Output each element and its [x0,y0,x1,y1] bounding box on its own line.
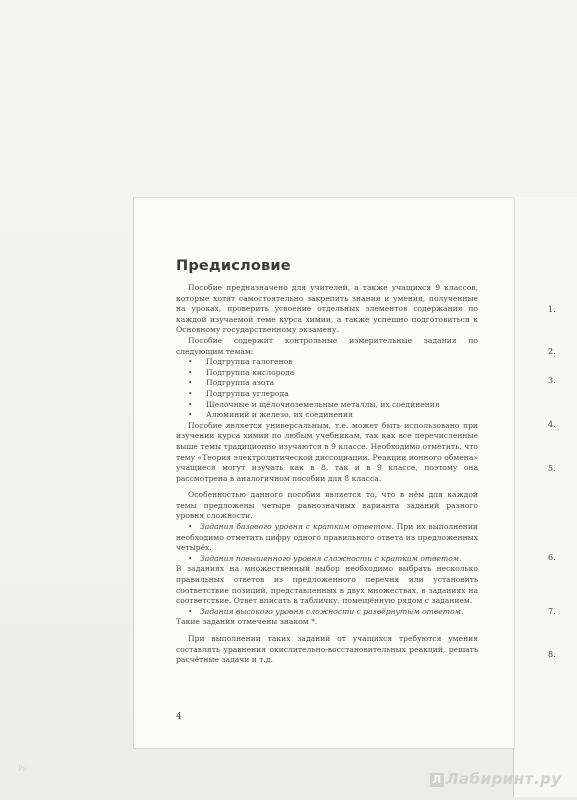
facing-page-number: 3. [548,376,556,385]
task-level-basic-title: Задания базового уровня с кратким ответом. [200,522,394,532]
bullet-icon: • [188,553,193,563]
list-item: • Подгруппа галогенов [188,357,478,368]
facing-page-number: 7. [548,607,556,616]
watermark-text: Лабиринт.ру [446,770,562,788]
task-level-basic-text: При их выполнении необходимо отметить цифру одного правильного ответа из предложенных четырёх. [176,522,478,553]
task-level-high-title: Задания высокого уровня сложности с развёрнутым ответом. [200,606,464,616]
facing-page-number: 2. [548,347,556,356]
facing-page-number: 5. [548,464,556,473]
paragraph-intro: Пособие предназначено для учителей, а также учащихся 9 классов, которые хотят самостоятельно закрепить знания и умения, полученные на уроках, проверить усвоение отдельных элементов содержания по каждой изучаемой теме курса химии, а также успешно подготовиться к Основному государственному экзамену. [176,283,478,335]
facing-page-number: 6. [548,553,556,562]
bullet-icon: • [188,522,193,532]
paragraph-topics-intro: Пособие содержит контрольные измерительные задания по следующим темам: [176,335,478,356]
task-level-high-text: Такие задания отмечены знаком *. [176,617,318,627]
topics-list [176,357,478,421]
labirint-logo-icon: Л [430,773,444,787]
list-item: • Щелочные и щёлочноземельные металлы, их соединения [188,400,478,411]
facing-page-number: 1. [548,305,556,314]
facing-page-number: 8. [548,650,556,659]
task-level-advanced-title: Задания повышенного уровня сложности с кратким ответом. [200,553,462,563]
bullet-icon: • [188,606,193,616]
task-level-advanced-text: В заданиях на множественный выбор необходимо выбрать несколько правильных ответов из предложенного перечня или установить соответствие позиций, представленных в двух множествах, в заданиях на соответствие. Ответ вписать в табличку, помещённую рядом с заданием. [176,564,478,606]
list-item: • Подгруппа азота [188,378,478,389]
paragraph-universal: Пособие является универсальным, т.е. может быть использовано при изучении курса химии по любым учебникам, так как все перечисленные выше темы традиционно изучаются в 9 классе. Необходимо отметить, что тему «Теория электролитической диссоциации. Реакции ионного обмена» учащиеся могут изучать как в 8, так и в 9 классе, поэтому она рассмотрена в аналогичном пособии для 8 класса. [176,420,478,483]
watermark-logo [430,770,562,788]
page-number: 4 [176,712,182,722]
list-item: • Алюминий и железо, их соединения [188,410,478,421]
facing-page-number: 4. [548,420,556,429]
paragraph-feature: Особенностью данного пособия является то, что в нём для каждой темы предложены четыре равнозначных варианта заданий разного уровня сложности. [176,490,478,521]
task-level-high [176,607,478,618]
task-level-basic [176,522,478,554]
list-item: • Подгруппа углерода [188,389,478,400]
facing-page-edge [513,197,577,797]
page-title: Предисловие [176,258,291,274]
corner-mark: Рь [18,765,27,773]
task-level-advanced [176,554,478,565]
paragraph-requirements: При выполнении таких заданий от учащихся требуются умения составлять уравнения окислительно-восстановительных реакций, решать расчётные задачи и т.д. [176,634,478,665]
list-item: • Подгруппа кислорода [188,368,478,379]
preface-body [176,283,478,666]
